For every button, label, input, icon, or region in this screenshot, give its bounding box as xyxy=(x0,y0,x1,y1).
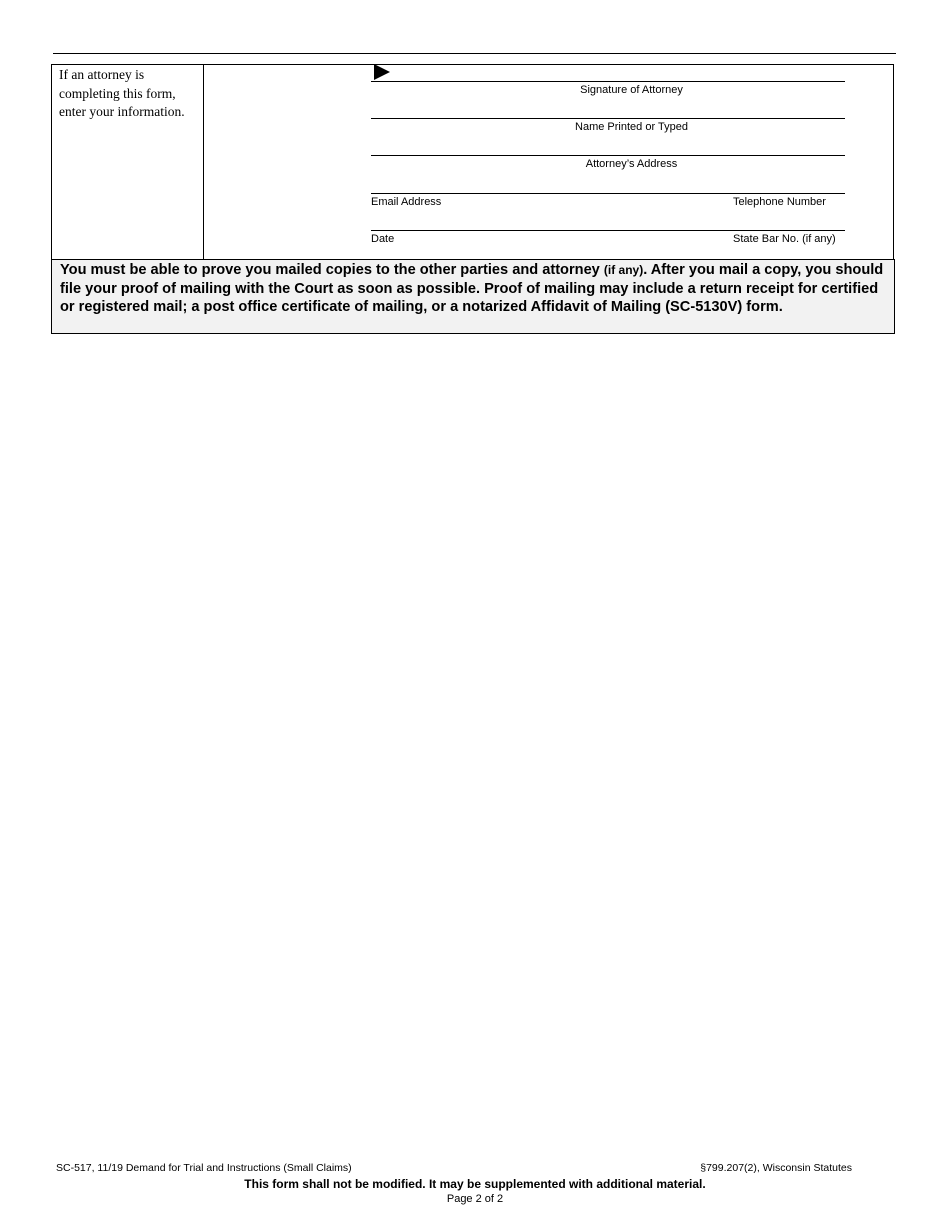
email-caption: Email Address xyxy=(371,196,442,208)
signature-caption: Signature of Attorney xyxy=(580,84,683,96)
top-rule xyxy=(53,53,896,54)
date-bar-line[interactable] xyxy=(371,230,845,231)
notice-if-any: (if any) xyxy=(603,263,644,277)
address-caption: Attorney’s Address xyxy=(585,158,678,170)
attorney-label-cell xyxy=(52,65,204,260)
footer-form-id: SC-517, 11/19 Demand for Trial and Instructions (Small Claims) xyxy=(56,1162,352,1174)
email-phone-line[interactable] xyxy=(371,193,845,194)
notice-text-1: You must be able to prove you mailed copies to the other parties and attorney xyxy=(60,262,604,278)
address-line[interactable] xyxy=(371,155,845,156)
name-caption: Name Printed or Typed xyxy=(575,121,688,133)
telephone-caption: Telephone Number xyxy=(733,196,826,208)
page-number: Page 2 of 2 xyxy=(446,1193,504,1205)
signature-line[interactable] xyxy=(371,81,845,82)
state-bar-caption: State Bar No. (if any) xyxy=(733,233,836,245)
name-line[interactable] xyxy=(371,118,845,119)
notice-text-2: . After you mail a copy, you should file your proof of mailing with the Court as soon as possible. Proof of mailing may include a return receipt for certified or registered mail; a post office certificate of mailing, or a notarized Affidavit of Mailing (SC-5130V) form. xyxy=(60,262,884,315)
date-caption: Date xyxy=(371,233,395,245)
attorney-instructions: If an attorney is completing this form, enter your information. xyxy=(59,67,185,119)
footer-notice: This form shall not be modified. It may be supplemented with additional material. xyxy=(244,1177,706,1191)
signature-arrow-icon xyxy=(374,64,390,80)
footer-statute: §799.207(2), Wisconsin Statutes xyxy=(700,1162,852,1174)
mailing-proof-notice xyxy=(51,259,895,334)
